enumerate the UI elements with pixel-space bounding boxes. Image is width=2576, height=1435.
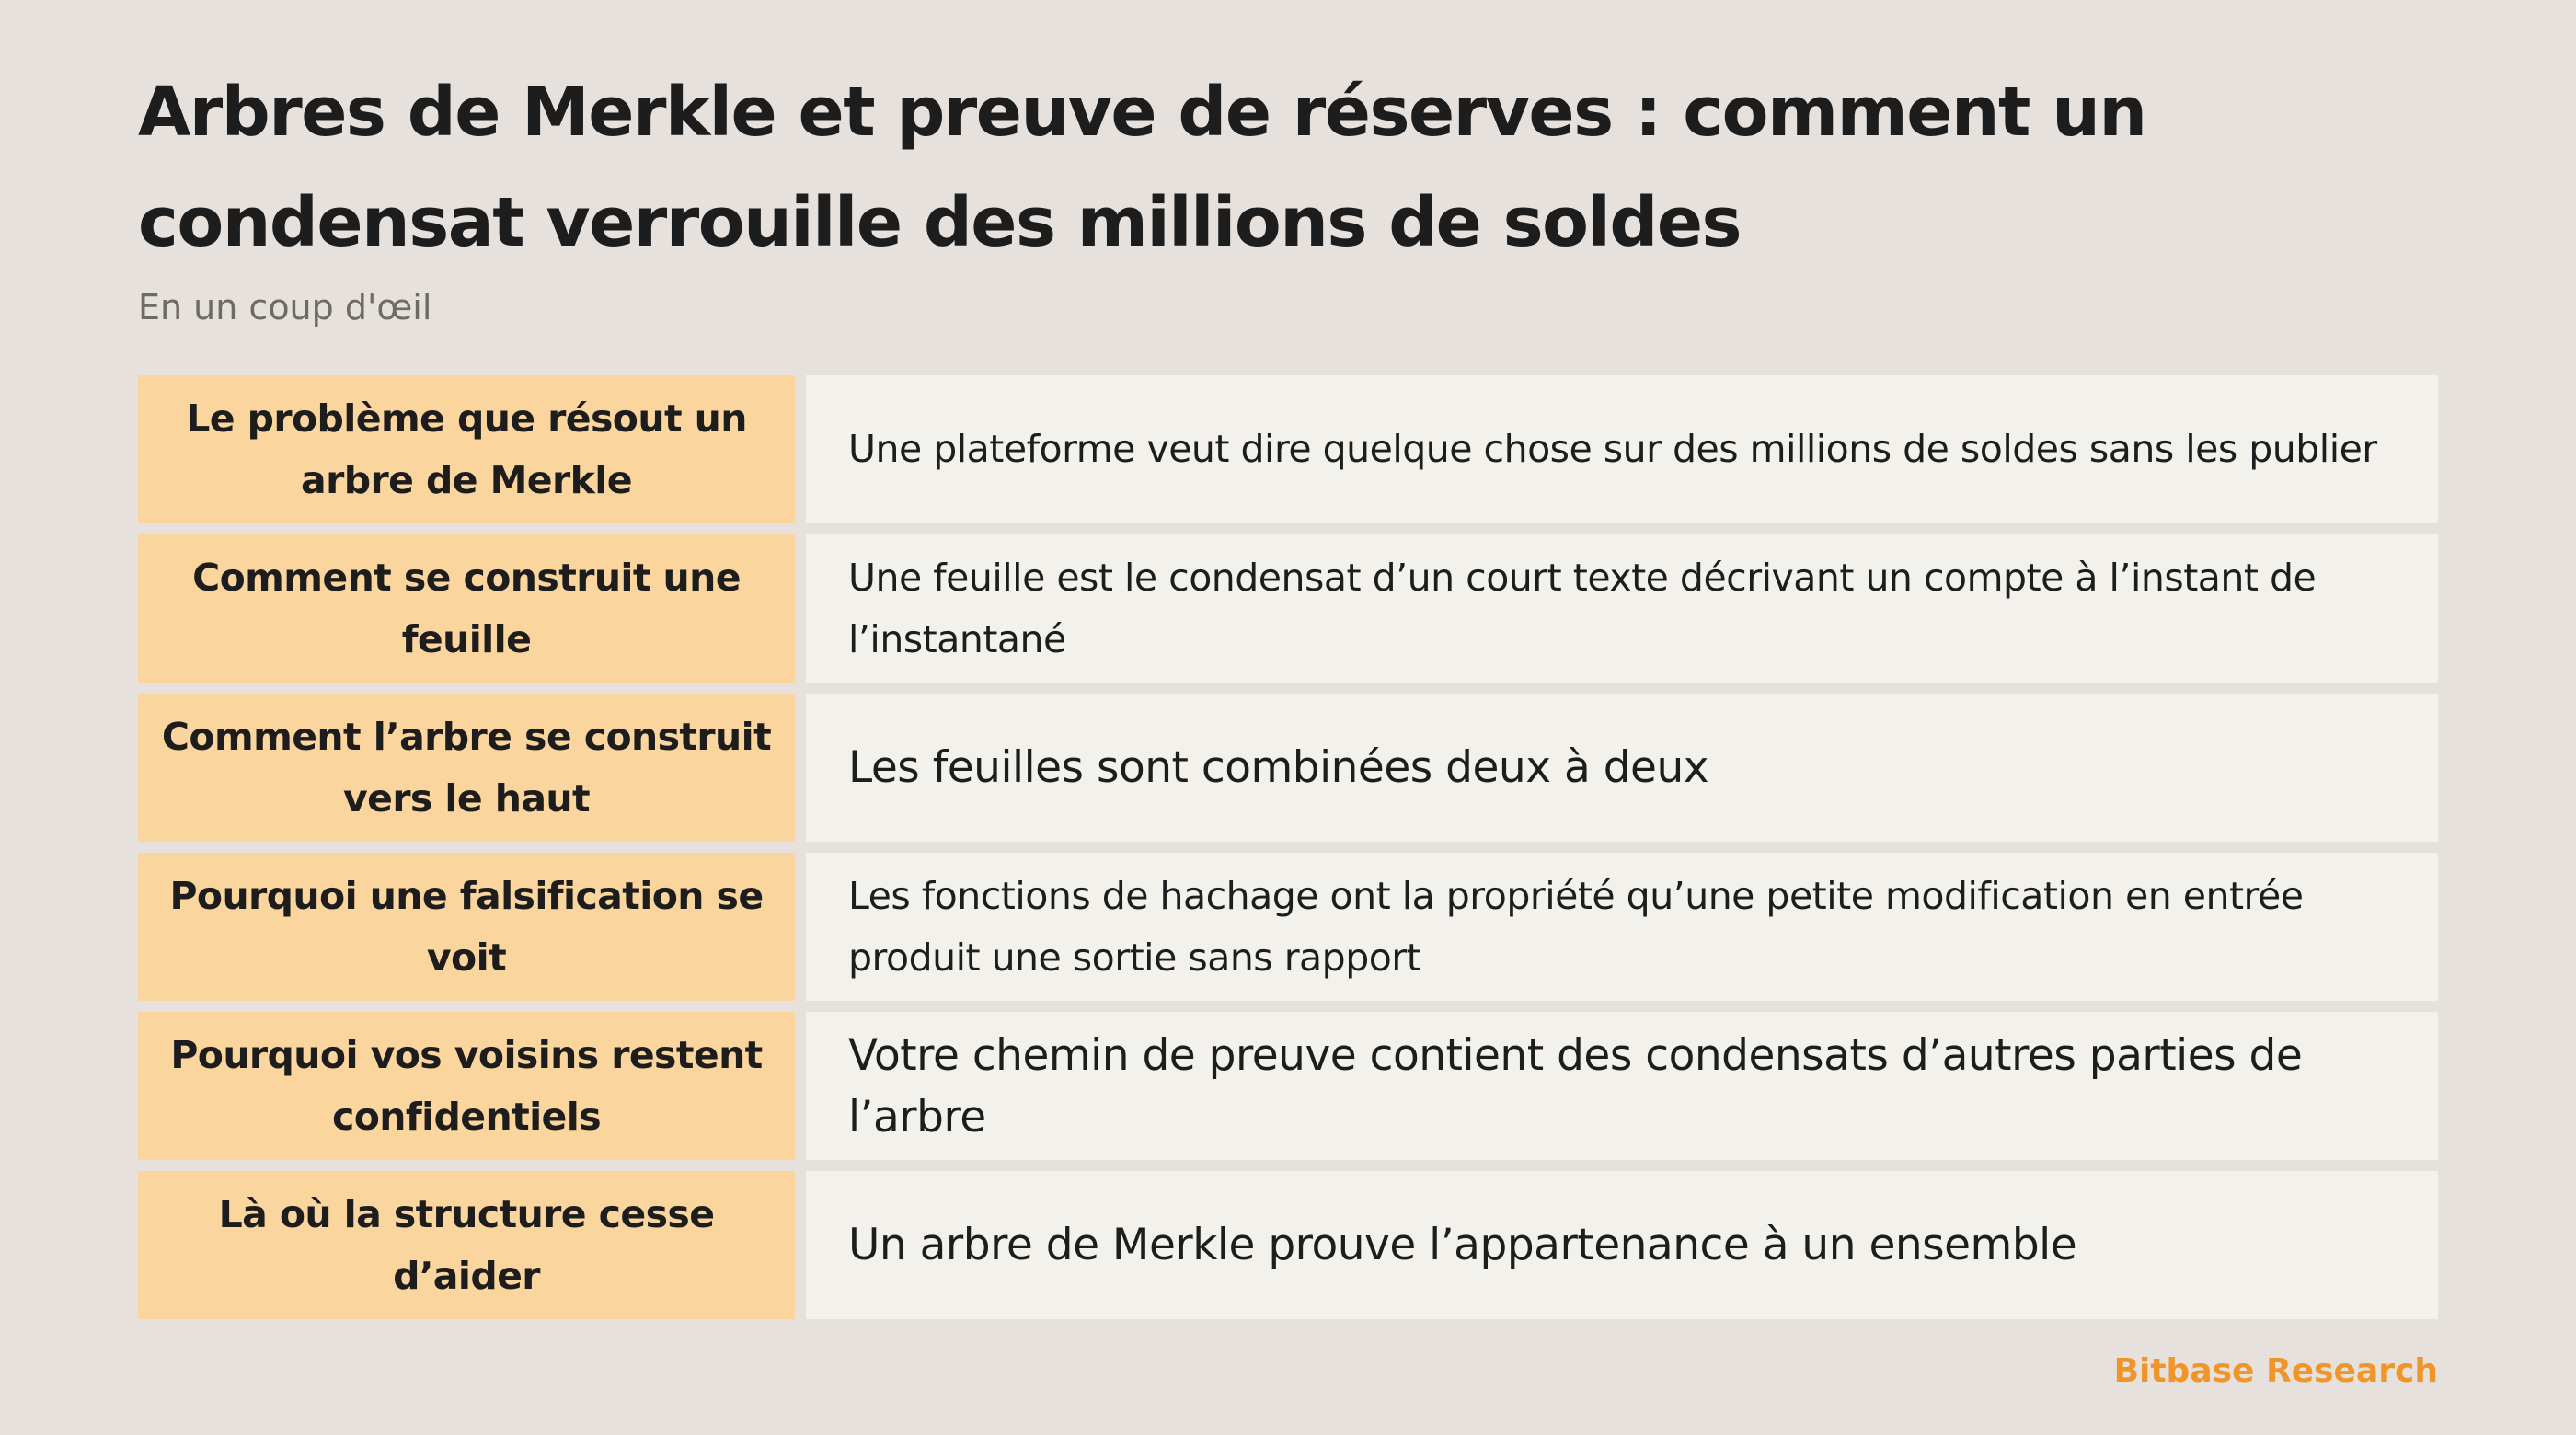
row-label: Le problème que résout un arbre de Merkle — [138, 375, 795, 523]
row-label: Comment l’arbre se construit vers le haut — [138, 694, 795, 842]
table-row — [138, 694, 2438, 842]
row-label: Comment se construit une feuille — [138, 534, 795, 683]
row-label: Pourquoi vos voisins restent confidentiels — [138, 1012, 795, 1160]
page-subtitle: En un coup d'œil — [138, 287, 432, 327]
brand-footer: Bitbase Research — [2113, 1352, 2438, 1390]
table-row — [138, 375, 2438, 523]
summary-table — [138, 375, 2438, 1319]
row-description: Un arbre de Merkle prouve l’appartenance à un ensemble — [806, 1171, 2438, 1319]
row-description: Les feuilles sont combinées deux à deux — [806, 694, 2438, 842]
table-row — [138, 853, 2438, 1001]
row-description: Les fonctions de hachage ont la propriété qu’une petite modification en entrée produit une sortie sans rapport — [806, 853, 2438, 1001]
row-description: Une feuille est le condensat d’un court texte décrivant un compte à l’instant de l’instantané — [806, 534, 2438, 683]
table-row — [138, 1012, 2438, 1160]
table-row — [138, 534, 2438, 683]
row-label: Pourquoi une falsification se voit — [138, 853, 795, 1001]
row-description: Une plateforme veut dire quelque chose sur des millions de soldes sans les publier — [806, 375, 2438, 523]
table-row — [138, 1171, 2438, 1319]
page-title: Arbres de Merkle et preuve de réserves : comment un condensat verrouille des millions de soldes — [138, 73, 2146, 262]
row-description: Votre chemin de preuve contient des condensats d’autres parties de l’arbre — [806, 1012, 2438, 1160]
row-label: Là où la structure cesse d’aider — [138, 1171, 795, 1319]
